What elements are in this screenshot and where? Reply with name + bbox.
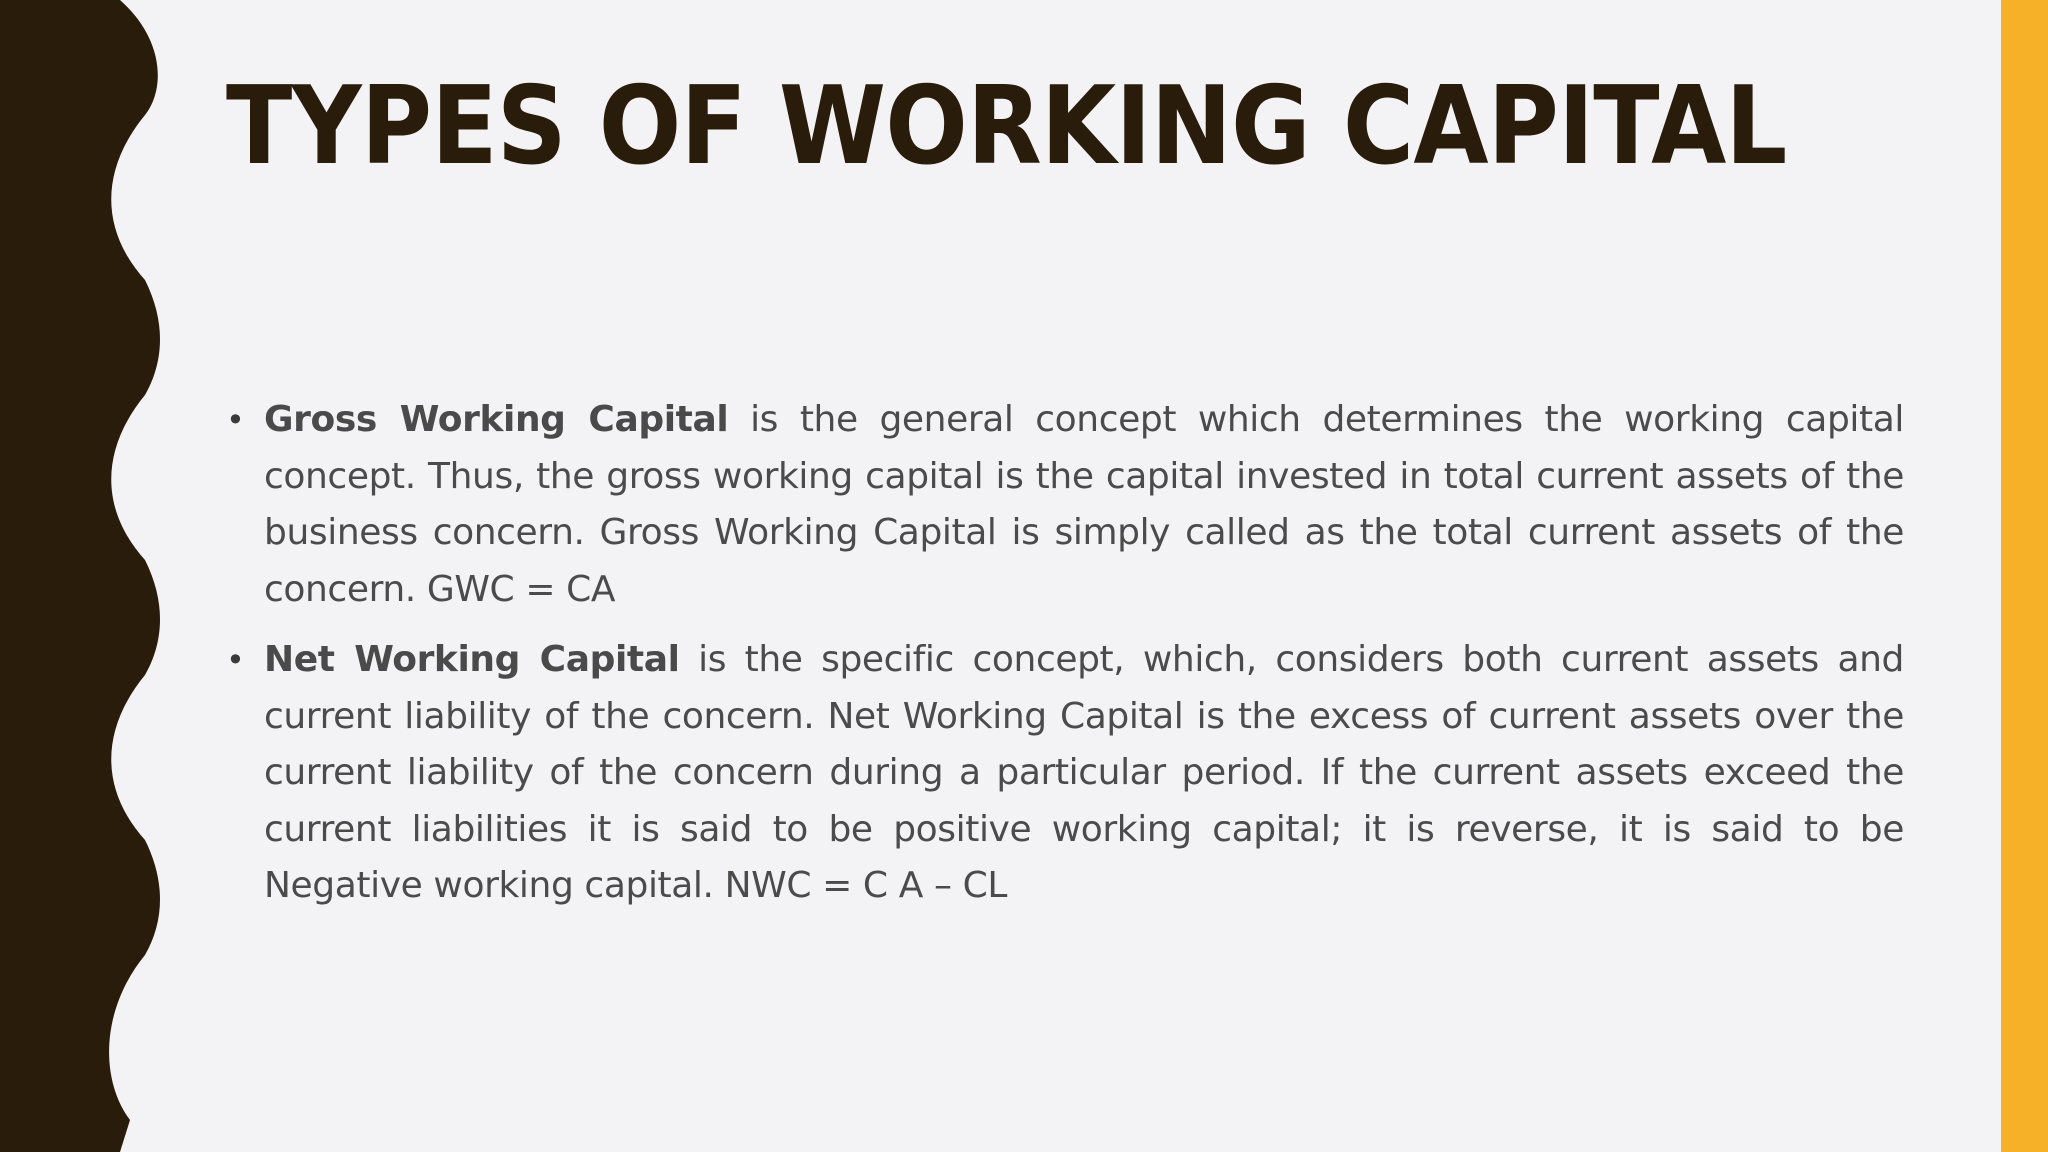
bullet-text: is the general concept which determines the working capital concept. Thus, the gross working capital is the capital invested in total current assets of the business concern. Gross Working Capital is simply called as the total current assets of the concern. GWC = CA	[264, 399, 1904, 610]
bullet-term: Gross Working Capital	[264, 399, 729, 440]
bullet-term: Net Working Capital	[264, 639, 680, 680]
accent-bar	[2001, 0, 2048, 1152]
bullet-gross-working-capital	[226, 392, 1904, 618]
bullet-text: is the specific concept, which, considers both current assets and current liability of the concern. Net Working Capital is the excess of current assets over the current liability of the concern during a particular period. If the current assets exceed the current liabilities it is said to be positive working capital; it is reverse, it is said to be Negative working capital. NWC = C A – CL	[264, 639, 1904, 906]
bullet-list	[226, 392, 1904, 929]
bullet-icon: •	[226, 641, 245, 679]
bullet-icon: •	[226, 401, 245, 439]
slide-title: TYPES OF WORKING CAPITAL	[226, 64, 1787, 189]
wavy-side-band	[0, 0, 160, 1152]
bullet-net-working-capital	[226, 632, 1904, 915]
